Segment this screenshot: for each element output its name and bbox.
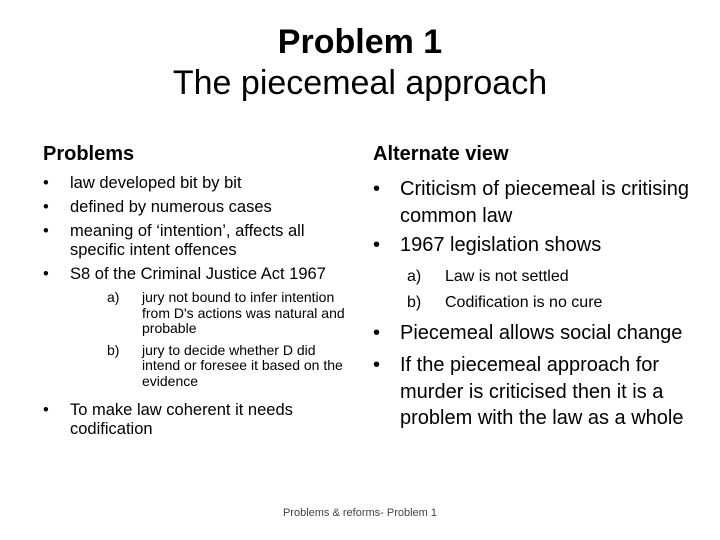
- sub-item-label: a): [107, 289, 120, 305]
- slide-footer: Problems & reforms- Problem 1: [282, 507, 438, 519]
- alternate-view-list: [373, 176, 703, 432]
- bullet-icon: •: [43, 174, 49, 192]
- bullet-text: defined by numerous cases: [70, 198, 272, 216]
- problems-bullet: [43, 174, 353, 193]
- sub-item-label: a): [407, 267, 422, 285]
- bullet-icon: •: [373, 321, 381, 344]
- title-line-2: The piecemeal approach: [172, 64, 548, 102]
- problems-sub-item: [70, 290, 353, 337]
- bullet-text: Criticism of piecemeal is critising common law: [400, 178, 689, 227]
- alternate-bullet: [373, 320, 703, 347]
- bullet-icon: •: [43, 401, 49, 419]
- problems-sub-item: [70, 343, 353, 390]
- slide-title: [0, 22, 720, 104]
- bullet-text: 1967 legislation shows: [400, 234, 602, 256]
- bullet-icon: •: [43, 265, 49, 283]
- bullet-icon: •: [373, 178, 381, 200]
- sub-item-text: Codification is no cure: [445, 293, 603, 311]
- sub-item-text: Law is not settled: [445, 267, 569, 285]
- alternate-bullet: [373, 232, 703, 259]
- title-line-1: Problem 1: [277, 23, 443, 61]
- alternate-sub-item: [373, 290, 703, 316]
- problems-bullet: [43, 222, 353, 260]
- bullet-text: Piecemeal allows social change: [400, 321, 683, 344]
- alternate-bullet: [373, 176, 703, 229]
- alternate-sub-item: [373, 264, 703, 290]
- problems-bullet: [43, 401, 353, 439]
- problems-bullet: [43, 198, 353, 217]
- bullet-icon: •: [373, 354, 381, 376]
- bullet-icon: •: [43, 198, 49, 216]
- sub-item-text: jury to decide whether D did intend or foresee it based on the evidence: [142, 341, 343, 389]
- bullet-icon: •: [373, 234, 381, 256]
- sub-item-label: b): [107, 341, 120, 358]
- problems-list: [43, 174, 353, 444]
- alternate-bullet: [373, 352, 703, 432]
- problems-heading: Problems: [43, 143, 135, 165]
- bullet-icon: •: [43, 222, 49, 240]
- problems-sub-list: [70, 290, 353, 389]
- bullet-text: meaning of ‘intention’, affects all specific intent offences: [70, 222, 305, 259]
- sub-item-text: jury not bound to infer intention from D's actions was natural and probable: [142, 289, 345, 336]
- alternate-view-heading: Alternate view: [373, 143, 509, 165]
- bullet-text: S8 of the Criminal Justice Act 1967: [70, 265, 326, 283]
- bullet-text: To make law coherent it needs codification: [70, 401, 293, 438]
- bullet-text: If the piecemeal approach for murder is criticised then it is a problem with the law as a whole: [400, 354, 684, 429]
- problems-bullet: [43, 265, 353, 389]
- sub-item-label: b): [407, 293, 422, 311]
- bullet-text: law developed bit by bit: [70, 174, 242, 192]
